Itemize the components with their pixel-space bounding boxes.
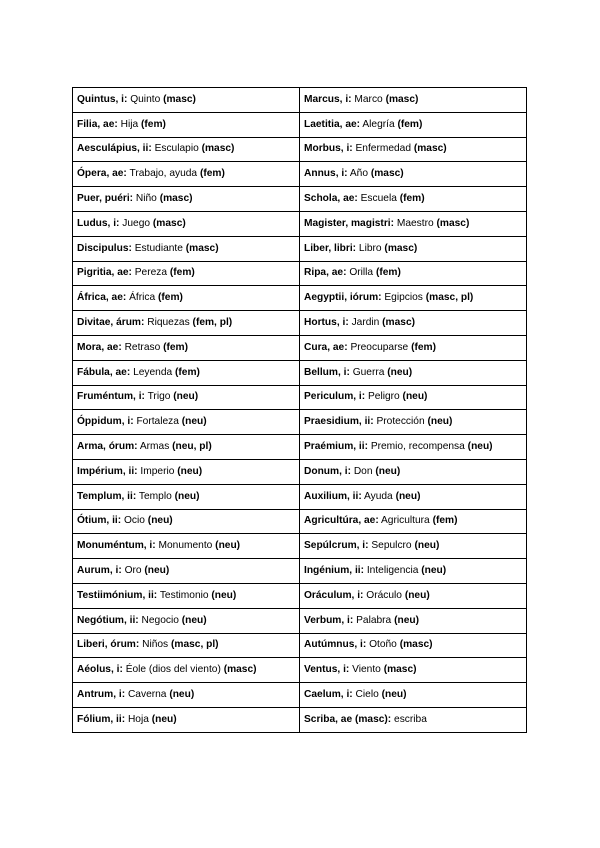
table-row (73, 583, 527, 608)
vocab-entry (300, 385, 527, 410)
translation: Quinto (130, 93, 161, 105)
translation: Maestro (396, 217, 434, 229)
table-row (73, 311, 527, 336)
translation: Marco (354, 93, 383, 105)
gender-label: (masc) (159, 193, 193, 205)
vocab-entry (73, 583, 300, 608)
translation: Cielo (355, 689, 379, 701)
translation: Armas (139, 441, 170, 453)
latin-word: Monuméntum, i: (77, 540, 156, 552)
latin-word: Agricultúra, ae: (304, 515, 379, 527)
translation: Sepulcro (371, 540, 412, 552)
latin-word: Auxilium, ii: (304, 490, 362, 502)
translation: Leyenda (133, 366, 173, 378)
vocab-entry (73, 211, 300, 236)
vocab-entry (300, 707, 527, 732)
latin-word: Ventus, i: (304, 664, 350, 676)
gender-label: (masc) (413, 143, 447, 155)
latin-word: Donum, i: (304, 465, 351, 477)
latin-word: Ópera, ae: (77, 168, 127, 180)
vocab-entry (300, 360, 527, 385)
translation: Orilla (349, 267, 374, 279)
translation: Guerra (352, 366, 385, 378)
vocab-entry (73, 484, 300, 509)
latin-word: Aesculápius, ii: (77, 143, 152, 155)
translation: Protección (376, 416, 425, 428)
gender-label: (masc) (185, 242, 219, 254)
gender-label: (neu) (467, 441, 493, 453)
vocab-entry (300, 162, 527, 187)
translation: Oro (124, 565, 142, 577)
table-row (73, 608, 527, 633)
latin-word: Morbus, i: (304, 143, 353, 155)
gender-label: (neu) (414, 540, 440, 552)
gender-label: (fem) (411, 341, 436, 353)
gender-label: (masc) (436, 217, 470, 229)
latin-word: Marcus, i: (304, 93, 352, 105)
gender-label: (neu) (375, 465, 401, 477)
gender-label: (neu) (144, 565, 170, 577)
gender-label: (masc, pl) (425, 292, 474, 304)
gender-label: (masc) (163, 93, 196, 105)
vocab-entry (73, 534, 300, 559)
gender-label: (neu) (211, 589, 237, 601)
gender-label: (fem) (158, 292, 183, 304)
gender-label: (neu) (147, 515, 173, 527)
gender-label: (fem, pl) (192, 317, 233, 329)
translation: Jardin (351, 317, 380, 329)
gender-label: (fem) (432, 515, 458, 527)
table-row (73, 459, 527, 484)
table-row (73, 534, 527, 559)
latin-word: Templum, ii: (77, 490, 137, 502)
latin-word: Cura, ae: (304, 341, 348, 353)
vocab-entry (73, 335, 300, 360)
translation: Otoño (369, 639, 397, 651)
table-row (73, 261, 527, 286)
latin-word: Fruméntum, i: (77, 391, 145, 403)
table-row (73, 162, 527, 187)
latin-word: Arma, órum: (77, 441, 138, 453)
latin-word: Verbum, i: (304, 614, 354, 626)
latin-word: Praesidium, ii: (304, 416, 374, 428)
vocab-entry (73, 137, 300, 162)
vocab-entry (300, 583, 527, 608)
translation: Trabajo, ayuda (129, 168, 198, 180)
translation: Escuela (360, 193, 397, 205)
table-row (73, 633, 527, 658)
gender-label: (neu) (174, 490, 200, 502)
vocab-entry (73, 236, 300, 261)
translation: Retraso (124, 341, 161, 353)
latin-word: Antrum, i: (77, 689, 126, 701)
translation: Hoja (127, 713, 149, 725)
vocab-entry (73, 608, 300, 633)
translation: Hija (120, 118, 139, 130)
latin-word: Liber, libri: (304, 242, 357, 254)
translation: escriba (394, 713, 427, 725)
vocab-entry (300, 286, 527, 311)
translation: Imperio (140, 465, 175, 477)
latin-word: Schola, ae: (304, 193, 358, 205)
vocab-entry (300, 608, 527, 633)
latin-word: Liberi, órum: (77, 639, 140, 651)
vocab-entry (73, 559, 300, 584)
gender-label: (neu) (402, 391, 428, 403)
vocab-entry (73, 509, 300, 534)
table-row (73, 484, 527, 509)
table-row (73, 360, 527, 385)
translation: Fortaleza (136, 416, 179, 428)
translation: Esculapio (154, 143, 199, 155)
translation: Testimonio (159, 589, 209, 601)
translation: Preocuparse (350, 341, 409, 353)
latin-word: Aurum, i: (77, 565, 122, 577)
translation: Estudiante (134, 242, 183, 254)
table-row (73, 211, 527, 236)
vocab-entry (300, 410, 527, 435)
gender-label: (fem) (399, 193, 425, 205)
translation: Trigo (147, 391, 171, 403)
vocab-entry (300, 311, 527, 336)
latin-word: Negótium, ii: (77, 614, 139, 626)
latin-word: Magister, magistri: (304, 217, 395, 229)
gender-label: (masc) (382, 317, 415, 329)
translation: Agricultura (381, 515, 430, 527)
vocabulary-table-body (73, 88, 527, 733)
translation: Peligro (367, 391, 400, 403)
translation: Ayuda (364, 490, 393, 502)
vocab-entry (73, 360, 300, 385)
table-row (73, 187, 527, 212)
latin-word: Praémium, ii: (304, 441, 368, 453)
gender-label: (fem) (141, 118, 166, 130)
vocab-entry (73, 459, 300, 484)
vocab-entry (73, 658, 300, 683)
gender-label: (masc) (399, 639, 433, 651)
translation: Éole (dios del viento) (125, 664, 221, 676)
gender-label: (neu, pl) (172, 441, 212, 453)
translation: Ocio (124, 515, 145, 527)
vocab-entry (73, 683, 300, 708)
translation: Niños (142, 639, 169, 651)
translation: África (129, 292, 156, 304)
translation: Enfermedad (355, 143, 412, 155)
gender-label: (masc) (201, 143, 235, 155)
translation: Viento (352, 664, 381, 676)
gender-label: (masc) (152, 217, 186, 229)
latin-word: Laetitia, ae: (304, 118, 361, 130)
gender-label: (fem) (163, 341, 188, 353)
gender-label: (neu) (394, 614, 419, 626)
table-row (73, 559, 527, 584)
vocab-entry (73, 435, 300, 460)
latin-word: Puer, puéri: (77, 193, 134, 205)
translation: Juego (122, 217, 151, 229)
gender-label: (masc) (370, 168, 404, 180)
translation: Caverna (127, 689, 167, 701)
translation: Riquezas (147, 317, 190, 329)
vocab-entry (300, 484, 527, 509)
vocab-entry (300, 435, 527, 460)
latin-word: Ludus, i: (77, 217, 120, 229)
latin-word: Annus, i: (304, 168, 348, 180)
translation: Libro (358, 242, 382, 254)
gender-label: (fem) (397, 118, 423, 130)
translation: Templo (138, 490, 172, 502)
gender-label: (fem) (199, 168, 225, 180)
table-row (73, 137, 527, 162)
vocab-entry (300, 137, 527, 162)
latin-word: Pigritia, ae: (77, 267, 132, 279)
gender-label: (masc) (223, 664, 257, 676)
translation: Palabra (356, 614, 392, 626)
table-row (73, 509, 527, 534)
gender-label: (neu) (215, 540, 241, 552)
vocab-entry (300, 211, 527, 236)
vocab-entry (73, 385, 300, 410)
vocab-entry (300, 236, 527, 261)
table-row (73, 335, 527, 360)
table-row (73, 435, 527, 460)
gender-label: (fem) (175, 366, 200, 378)
latin-word: Óppidum, i: (77, 416, 134, 428)
latin-word: Fólium, ii: (77, 713, 126, 725)
latin-word: Autúmnus, i: (304, 639, 367, 651)
latin-word: Caelum, i: (304, 689, 353, 701)
latin-word: Sepúlcrum, i: (304, 540, 369, 552)
latin-word: Mora, ae: (77, 341, 122, 353)
table-row (73, 236, 527, 261)
gender-label: (neu) (173, 391, 199, 403)
vocab-entry (300, 459, 527, 484)
latin-word: Filia, ae: (77, 118, 118, 130)
vocab-entry (300, 509, 527, 534)
vocab-entry (73, 187, 300, 212)
gender-label: (neu) (387, 366, 413, 378)
translation: Alegría (362, 118, 395, 130)
vocab-entry (73, 286, 300, 311)
vocab-entry (73, 633, 300, 658)
gender-label: (masc) (384, 242, 418, 254)
vocab-entry (300, 534, 527, 559)
translation: Don (353, 465, 373, 477)
vocabulary-table (72, 87, 527, 733)
gender-label: (neu) (181, 416, 207, 428)
vocab-entry (73, 410, 300, 435)
latin-word: Quintus, i: (77, 93, 128, 105)
gender-label: (masc) (385, 93, 419, 105)
vocab-entry (300, 88, 527, 113)
table-row (73, 683, 527, 708)
vocab-entry (300, 683, 527, 708)
vocab-entry (73, 112, 300, 137)
gender-label: (neu) (169, 689, 195, 701)
gender-label: (fem) (375, 267, 401, 279)
table-row (73, 88, 527, 113)
table-row (73, 658, 527, 683)
latin-word: Testiimónium, ii: (77, 589, 158, 601)
latin-word: África, ae: (77, 292, 127, 304)
table-row (73, 286, 527, 311)
vocab-entry (300, 261, 527, 286)
table-row (73, 410, 527, 435)
gender-label: (neu) (427, 416, 453, 428)
gender-label: (neu) (177, 465, 203, 477)
table-row (73, 385, 527, 410)
table-row (73, 707, 527, 732)
latin-word: Periculum, i: (304, 391, 366, 403)
vocab-entry (300, 187, 527, 212)
translation: Negocio (141, 614, 179, 626)
translation: Monumento (158, 540, 213, 552)
latin-word: Hortus, i: (304, 317, 349, 329)
gender-label: (neu) (151, 713, 177, 725)
translation: Año (349, 168, 368, 180)
vocab-entry (300, 335, 527, 360)
latin-word: Divitae, árum: (77, 317, 145, 329)
latin-word: Ripa, ae: (304, 267, 347, 279)
latin-word: Discipulus: (77, 242, 132, 254)
vocab-entry (300, 559, 527, 584)
translation: Premio, recompensa (370, 441, 465, 453)
translation: Egipcios (384, 292, 423, 304)
vocab-entry (300, 633, 527, 658)
gender-label: (neu) (381, 689, 407, 701)
latin-word: Aéolus, i: (77, 664, 123, 676)
translation: Oráculo (366, 589, 402, 601)
latin-word: Oráculum, i: (304, 589, 364, 601)
table-row (73, 112, 527, 137)
gender-label: (neu) (404, 589, 430, 601)
latin-word: Bellum, i: (304, 366, 350, 378)
translation: Pereza (134, 267, 168, 279)
vocab-entry (73, 707, 300, 732)
gender-label: (fem) (169, 267, 195, 279)
latin-word: Scriba, ae (masc): (304, 713, 392, 725)
vocab-entry (73, 261, 300, 286)
gender-label: (neu) (421, 565, 447, 577)
gender-label: (masc) (383, 664, 417, 676)
translation: Niño (135, 193, 157, 205)
vocab-entry (300, 112, 527, 137)
gender-label: (neu) (181, 614, 207, 626)
gender-label: (masc, pl) (171, 639, 219, 651)
latin-word: Impérium, ii: (77, 465, 138, 477)
latin-word: Fábula, ae: (77, 366, 131, 378)
latin-word: Ótium, ii: (77, 515, 122, 527)
vocab-entry (73, 311, 300, 336)
translation: Inteligencia (366, 565, 419, 577)
vocab-entry (300, 658, 527, 683)
vocab-entry (73, 88, 300, 113)
gender-label: (neu) (395, 490, 421, 502)
vocab-entry (73, 162, 300, 187)
latin-word: Aegyptii, iórum: (304, 292, 382, 304)
latin-word: Ingénium, ii: (304, 565, 364, 577)
